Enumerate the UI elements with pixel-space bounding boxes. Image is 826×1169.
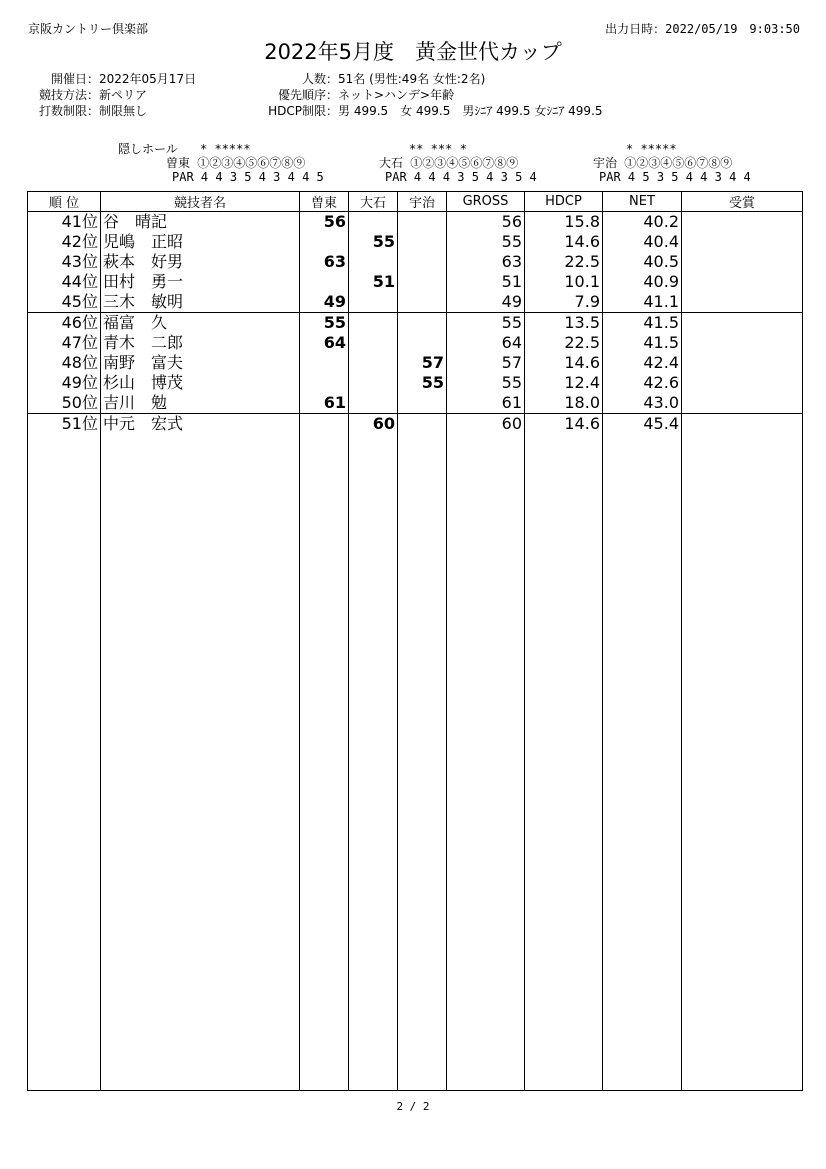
date-value: 2022年05月17日 [99,72,197,86]
cell-hdcp: 14.6 [525,232,603,252]
cell-net: 42.6 [603,373,682,393]
cell-award [682,313,803,334]
filler-cell [28,434,101,1091]
count-label: 人数： [301,72,338,86]
cell-c3: 57 [398,353,447,373]
cell-gross: 55 [447,313,525,334]
printed-label: 出力日時： [605,22,666,36]
table-row [28,232,803,252]
cell-award [682,252,803,272]
cell-gross: 63 [447,252,525,272]
cell-rank: 43位 [28,252,101,272]
table-row [28,313,803,334]
table-row [28,353,803,373]
cell-c2 [349,373,398,393]
info-right [228,71,603,119]
cell-hdcp: 14.6 [525,353,603,373]
cell-c2 [349,212,398,233]
cell-net: 41.5 [603,333,682,353]
limit-value: 制限無し [99,104,148,118]
cell-c2 [349,333,398,353]
cell-c3 [398,333,447,353]
cell-rank: 42位 [28,232,101,252]
filler-cell [682,434,803,1091]
cell-rank: 44位 [28,272,101,292]
cell-c2: 51 [349,272,398,292]
hdcp-limit-label: HDCP制限： [268,104,338,118]
cell-c3 [398,393,447,414]
cell-rank: 47位 [28,333,101,353]
header-gross: GROSS [447,192,525,212]
cell-rank: 49位 [28,373,101,393]
cell-net: 45.4 [603,414,682,435]
cell-c3: 55 [398,373,447,393]
cell-c2: 55 [349,232,398,252]
filler-cell [525,434,603,1091]
cell-gross: 55 [447,373,525,393]
course-1-par: PAR 4 4 3 5 4 3 4 4 5 [172,170,324,184]
cell-c2 [349,252,398,272]
table-row [28,373,803,393]
course-3-stars: * ***** [626,142,677,156]
cell-name: 中元 宏式 [101,414,300,435]
cell-rank: 45位 [28,292,101,313]
cell-gross: 61 [447,393,525,414]
cell-c2 [349,292,398,313]
table-row [28,393,803,414]
results-table [27,191,803,1091]
priority-label: 優先順序： [277,88,338,102]
table-row [28,252,803,272]
cell-c1 [300,353,349,373]
course-2-par: PAR 4 4 4 3 5 4 3 5 4 [385,170,537,184]
cell-hdcp: 13.5 [525,313,603,334]
table-row [28,292,803,313]
cell-hdcp: 7.9 [525,292,603,313]
cell-net: 40.9 [603,272,682,292]
page-title: 2022年5月度 黄金世代カップ [264,40,562,64]
cell-c3 [398,272,447,292]
cell-hdcp: 15.8 [525,212,603,233]
cell-gross: 60 [447,414,525,435]
cell-rank: 51位 [28,414,101,435]
cell-name: 児嶋 正昭 [101,232,300,252]
cell-hdcp: 12.4 [525,373,603,393]
table-row [28,272,803,292]
hidden-hole-label: 隠しホール [118,142,178,156]
cell-c1: 55 [300,313,349,334]
cell-c3 [398,414,447,435]
course-2-stars: ** *** * [409,142,467,156]
cell-c3 [398,212,447,233]
cell-hdcp: 22.5 [525,333,603,353]
course-1-name: 曽東 [166,156,191,170]
cell-award [682,272,803,292]
method-value: 新ペリア [99,88,148,102]
cell-rank: 48位 [28,353,101,373]
cell-c1 [300,414,349,435]
header-hdcp: HDCP [525,192,603,212]
cell-net: 43.0 [603,393,682,414]
cell-c1: 49 [300,292,349,313]
course-3-name: 宇治 [593,156,618,170]
date-label: 開催日： [50,72,99,86]
limit-label: 打数制限： [38,104,99,118]
header-name: 競技者名 [101,192,300,212]
cell-gross: 55 [447,232,525,252]
cell-award [682,333,803,353]
cell-c2 [349,353,398,373]
table-row [28,212,803,233]
header-course-2: 大石 [349,192,398,212]
cell-c1: 61 [300,393,349,414]
hdcp-limit-value: 男 499.5 女 499.5 男ｼﾆｱ 499.5 女ｼﾆｱ 499.5 [338,104,603,118]
course-3-holes: 宇治 ①②③④⑤⑥⑦⑧⑨ [593,156,733,170]
cell-net: 41.1 [603,292,682,313]
cell-c1 [300,373,349,393]
club-name: 京阪カントリー倶楽部 [28,22,149,36]
filler-cell [349,434,398,1091]
cell-gross: 57 [447,353,525,373]
cell-hdcp: 18.0 [525,393,603,414]
cell-c1 [300,232,349,252]
cell-award [682,212,803,233]
cell-c2 [349,393,398,414]
count-value: 51名 (男性:49名 女性:2名) [338,72,486,86]
cell-award [682,414,803,435]
cell-gross: 64 [447,333,525,353]
cell-c3 [398,313,447,334]
filler-cell [300,434,349,1091]
table-row [28,414,803,435]
cell-gross: 56 [447,212,525,233]
cell-net: 40.2 [603,212,682,233]
cell-name: 三木 敏明 [101,292,300,313]
cell-name: 杉山 博茂 [101,373,300,393]
printed-value: 2022/05/19 9:03:50 [665,22,800,36]
course-2-name: 大石 [379,156,404,170]
cell-hdcp: 22.5 [525,252,603,272]
cell-award [682,373,803,393]
printed-datetime [605,20,800,37]
table-header-row [28,192,803,212]
cell-c1: 64 [300,333,349,353]
cell-hdcp: 14.6 [525,414,603,435]
page-number: 2 / 2 [396,1100,430,1113]
filler-cell [447,434,525,1091]
cell-gross: 51 [447,272,525,292]
header-course-1: 曽東 [300,192,349,212]
course-1-stars: * ***** [200,142,251,156]
header-award: 受賞 [682,192,803,212]
cell-net: 41.5 [603,313,682,334]
cell-award [682,353,803,373]
cell-name: 青木 二郎 [101,333,300,353]
cell-award [682,292,803,313]
cell-net: 40.5 [603,252,682,272]
course-2-holes: 大石 ①②③④⑤⑥⑦⑧⑨ [379,156,519,170]
cell-name: 南野 富夫 [101,353,300,373]
cell-net: 42.4 [603,353,682,373]
course-3-par: PAR 4 5 3 5 4 4 3 4 4 [599,170,751,184]
cell-hdcp: 10.1 [525,272,603,292]
cell-rank: 46位 [28,313,101,334]
cell-net: 40.4 [603,232,682,252]
cell-c1 [300,272,349,292]
cell-award [682,232,803,252]
table-filler-row [28,434,803,1091]
cell-c2 [349,313,398,334]
table-row [28,333,803,353]
cell-name: 福富 久 [101,313,300,334]
cell-gross: 49 [447,292,525,313]
cell-rank: 41位 [28,212,101,233]
priority-value: ネット>ハンデ>年齢 [338,88,455,102]
method-label: 競技方法： [38,88,99,102]
cell-name: 萩本 好男 [101,252,300,272]
filler-cell [603,434,682,1091]
filler-cell [101,434,300,1091]
cell-c2: 60 [349,414,398,435]
header-rank: 順 位 [28,192,101,212]
cell-c3 [398,232,447,252]
cell-name: 谷 晴記 [101,212,300,233]
cell-rank: 50位 [28,393,101,414]
cell-award [682,393,803,414]
cell-c1: 56 [300,212,349,233]
info-left [25,71,196,119]
cell-name: 田村 勇一 [101,272,300,292]
cell-c3 [398,292,447,313]
filler-cell [398,434,447,1091]
cell-name: 吉川 勉 [101,393,300,414]
header-net: NET [603,192,682,212]
cell-c1: 63 [300,252,349,272]
header-course-3: 宇治 [398,192,447,212]
cell-c3 [398,252,447,272]
course-1-holes: 曽東 ①②③④⑤⑥⑦⑧⑨ [166,156,306,170]
